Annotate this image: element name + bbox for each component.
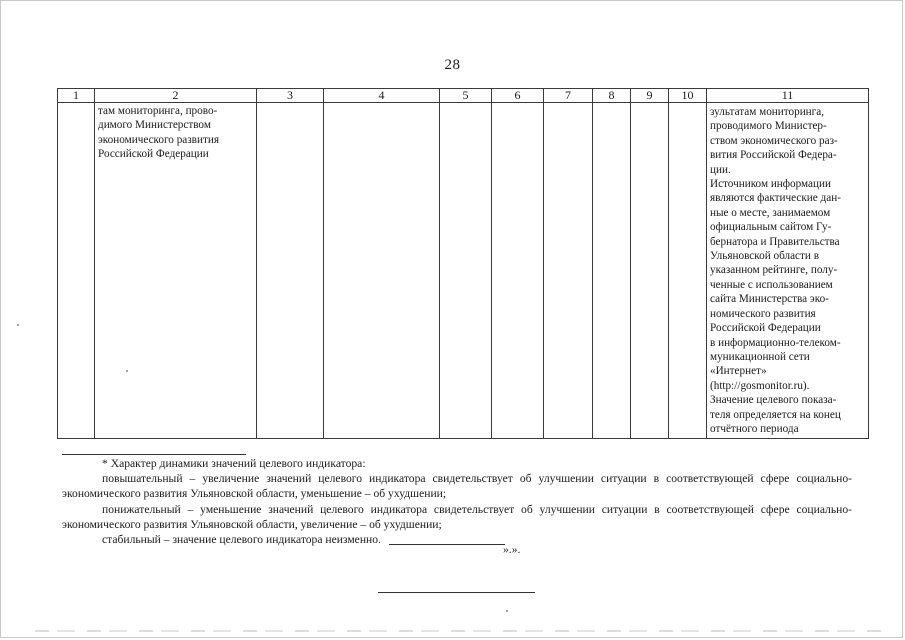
scan-speck xyxy=(506,610,508,612)
table-cell-col6 xyxy=(492,103,544,439)
column-header-9: 9 xyxy=(631,89,669,103)
table-cell-col10 xyxy=(669,103,707,439)
column-header-5: 5 xyxy=(440,89,492,103)
page-number: 28 xyxy=(444,57,461,73)
table-cell-col11 xyxy=(707,103,869,439)
table-header-row xyxy=(58,89,869,103)
table-cell-col1 xyxy=(58,103,95,439)
footnote-title: * Характер динамики значений целевого индикатора: xyxy=(102,457,366,470)
table-cell-col9 xyxy=(631,103,669,439)
column-header-1: 1 xyxy=(58,89,95,103)
column-header-7: 7 xyxy=(544,89,593,103)
footnote-increasing: повышательный – увеличение значений целевого индикатора свидетельствует об улучшении ситуации в соответствующей сфере социально-экономического развития Ульяновской области, уменьшение – об ухудшении; xyxy=(62,472,852,501)
column-header-2: 2 xyxy=(95,89,257,103)
footnote-stable: стабильный – значение целевого индикатора неизменно. xyxy=(102,533,381,547)
scan-speck xyxy=(126,370,128,372)
footnotes xyxy=(62,456,852,547)
table-cell-col2 xyxy=(95,103,257,439)
table-cell-col4 xyxy=(324,103,440,439)
footnote-decreasing: понижательный – уменьшение значений целевого индикатора свидетельствует об улучшении ситуации в соответствующей сфере социально-экономического развития Ульяновской области, увеличение – об ухудшении; xyxy=(62,502,852,531)
table-row xyxy=(58,103,869,439)
column-header-3: 3 xyxy=(257,89,324,103)
column-header-11: 11 xyxy=(707,89,869,103)
column-header-8: 8 xyxy=(593,89,631,103)
column-header-6: 6 xyxy=(492,89,544,103)
table-cell-col8 xyxy=(593,103,631,439)
closing-underline xyxy=(389,544,505,545)
table-cell-col7 xyxy=(544,103,593,439)
column-header-4: 4 xyxy=(324,89,440,103)
cell-text-col2: там мониторинга, прово- димого Министерством экономического развития Российской Федерации xyxy=(98,105,219,161)
end-rule xyxy=(378,592,535,593)
column-header-10: 10 xyxy=(669,89,707,103)
closing-quote-mark: ».». xyxy=(503,543,521,556)
cell-text-col11: зультатам мониторинга, проводимого Министер- ством экономического раз- вития Российской Федера- ции. Источником информации являются фактические дан- ные о месте, занимаемом официальным сайтом Гу- бернатора и Правительства Ульяновской области в указанном рейтинге, полу- ченные с использованием сайта Министерства эко- номического развития Российской Федерации в информационно-телеком- муникационной сети «Интернет» (http://gosmonitor.ru). Значение целевого показа- теля определяется на конец отчётного периода xyxy=(710,106,841,435)
table-cell-col5 xyxy=(440,103,492,439)
scan-edge-noise xyxy=(35,630,885,632)
footnote-separator xyxy=(62,454,246,455)
table-cell-col3 xyxy=(257,103,324,439)
scan-speck xyxy=(17,324,19,326)
indicator-table xyxy=(57,88,869,439)
